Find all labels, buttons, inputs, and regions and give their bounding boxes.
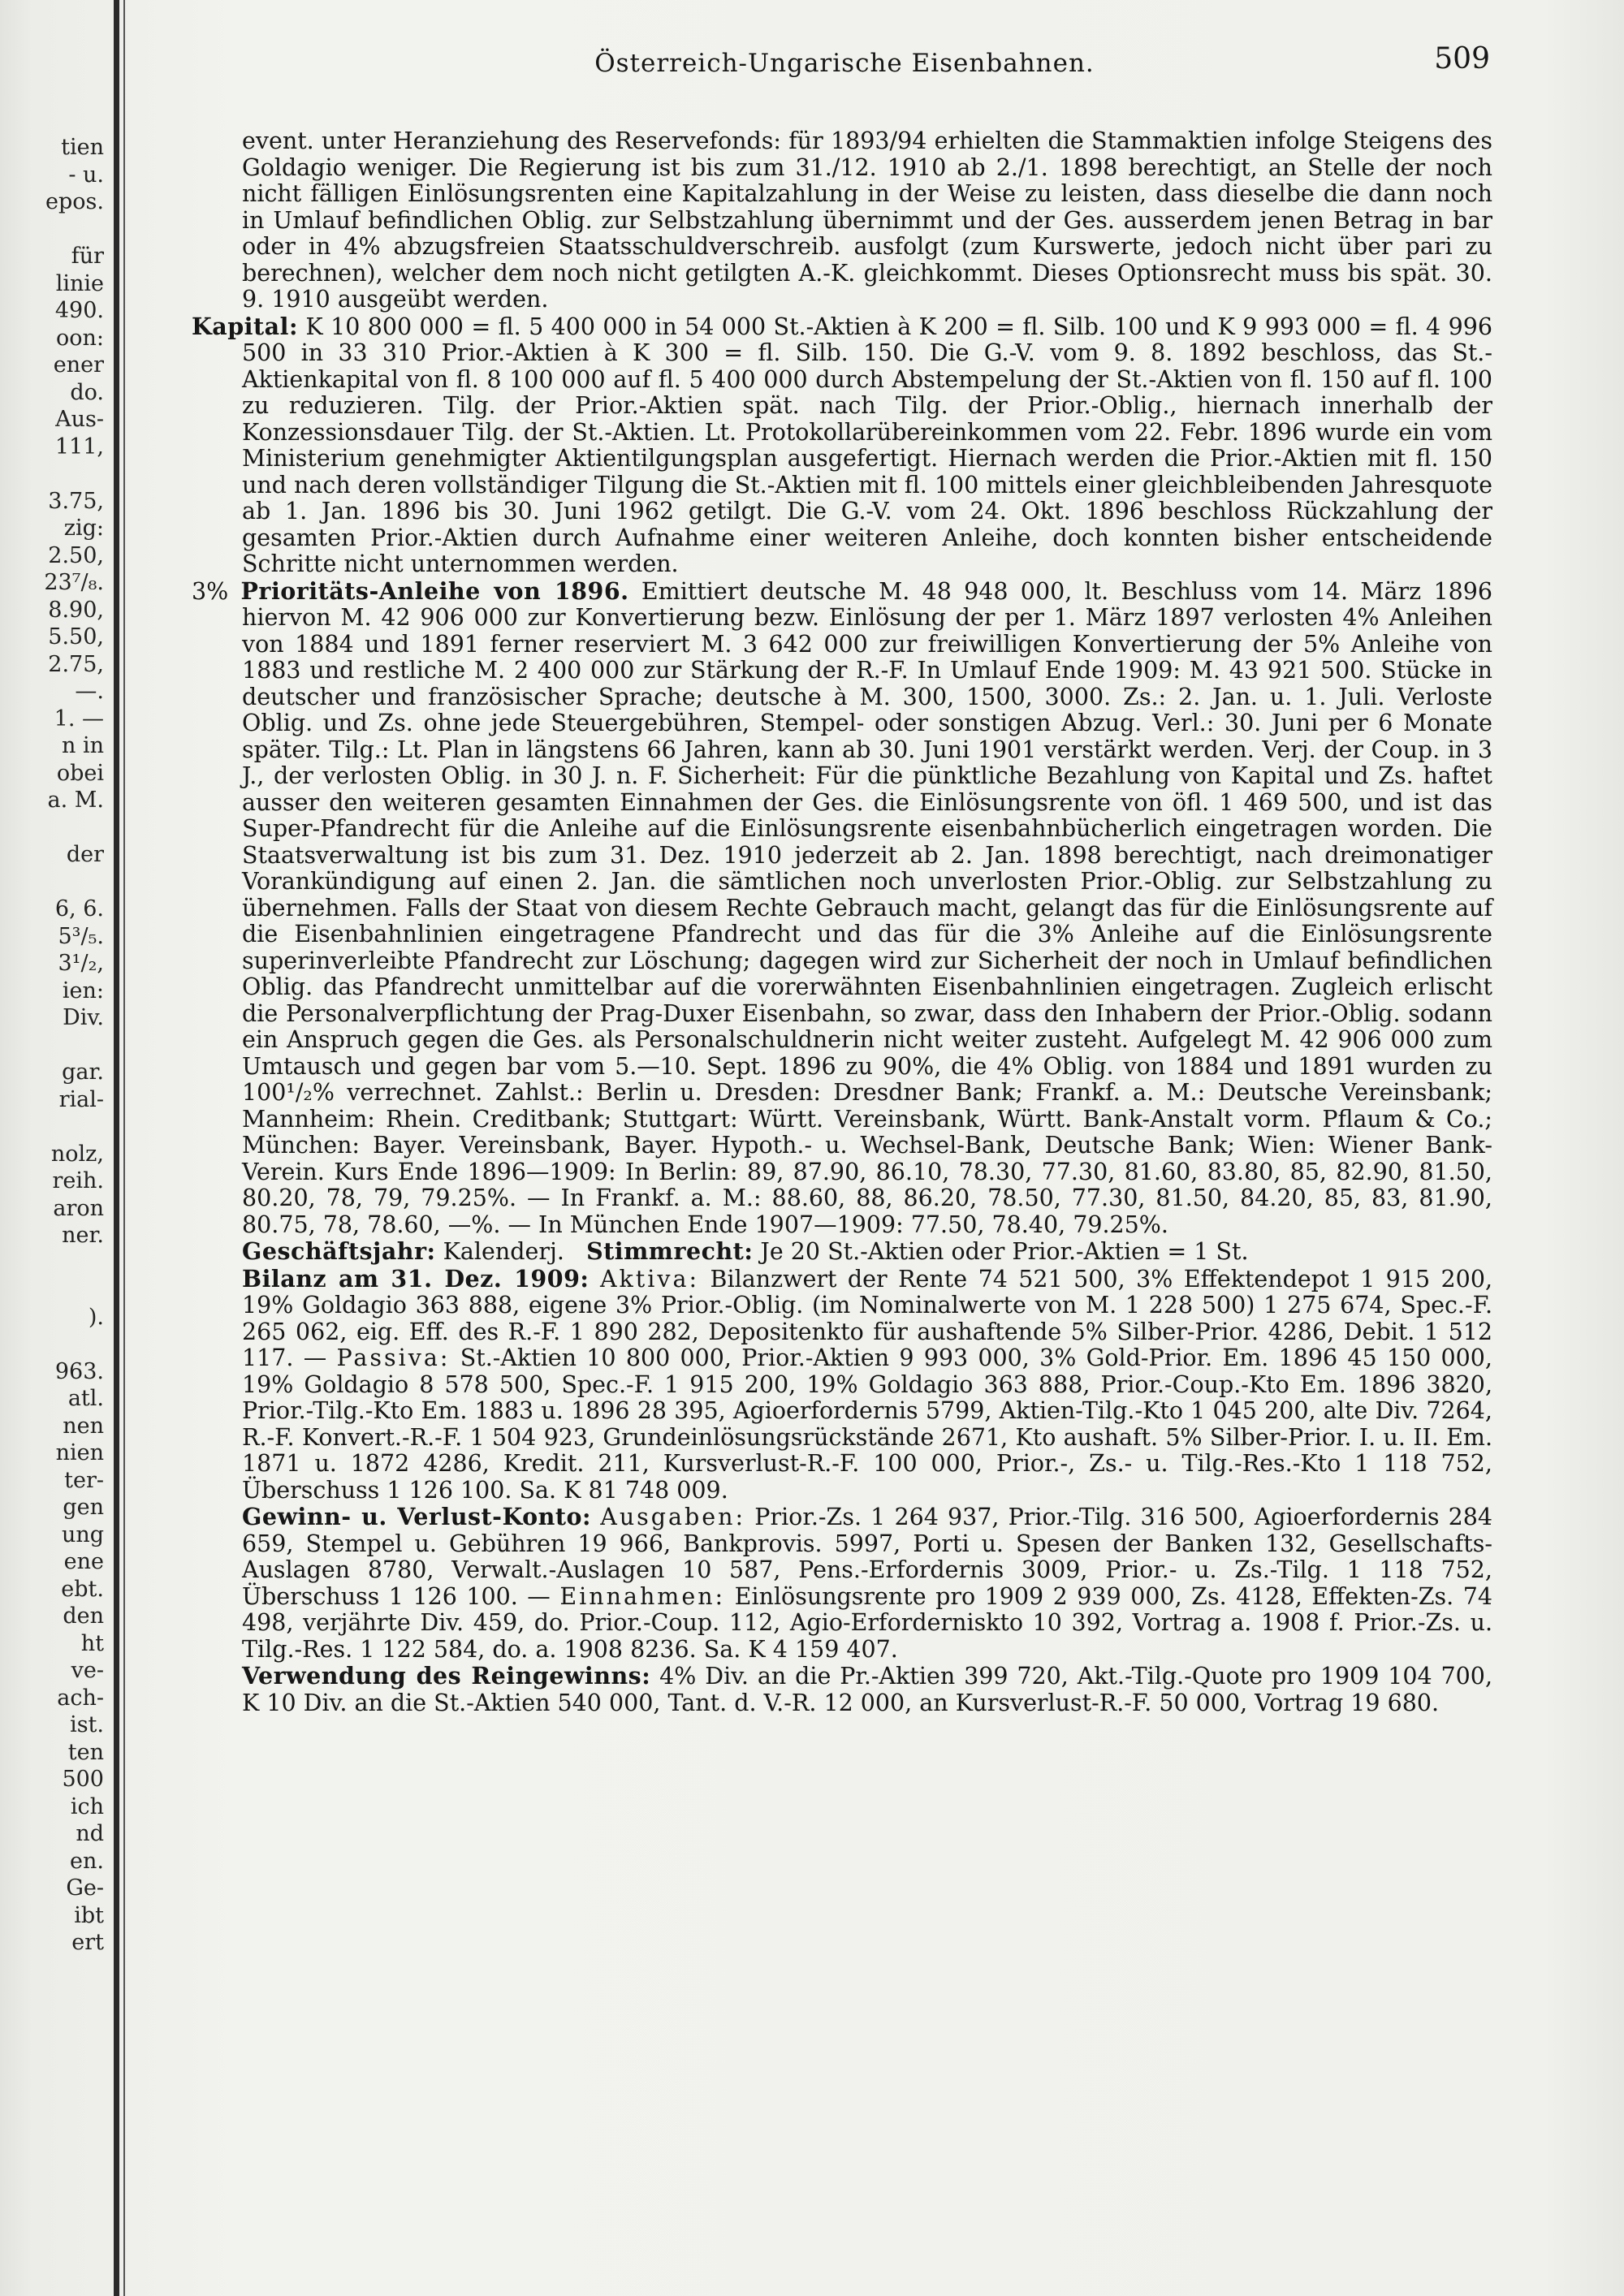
left-fragment-line: nd (76, 1821, 104, 1846)
left-fragment-line: ht (80, 1630, 104, 1656)
left-fragment-line: - u. (68, 162, 104, 188)
left-fragment-line: tien (61, 135, 104, 160)
left-fragment-line: zig: (63, 516, 104, 541)
left-fragment-line: Div. (63, 1005, 104, 1030)
left-fragment-line: ve- (71, 1658, 104, 1683)
left-fragment-line: 2.75, (48, 651, 104, 677)
left-fragment-line: a. M. (47, 788, 104, 813)
left-fragment-line: 111, (54, 434, 104, 460)
left-fragment-line: do. (70, 379, 104, 405)
left-fragment-line (0, 1331, 104, 1358)
left-fragment-line (0, 1276, 104, 1304)
binding-gutter (114, 0, 119, 2296)
left-fragment-line: ien: (62, 978, 104, 1003)
kapital-heading: Kapital: (192, 312, 298, 340)
left-fragment-line: Ge- (66, 1875, 104, 1901)
aktiva-label: Aktiva: (599, 1265, 700, 1293)
left-fragment-line: atl. (67, 1386, 104, 1411)
verwendung-text: 4% Div. an die Pr.-Aktien 399 720, Akt.-Tilg.-Quote pro 1909 104 700, K 10 Div. an die St.-Aktien 540 000, Tant. d. V.-R. 12 000, an Kursverlust-R.-F. 50 000, Vortrag 19 680. (242, 1663, 1493, 1716)
left-fragment-line: ener (53, 352, 104, 378)
bilanz-paragraph (192, 1266, 1492, 1504)
left-fragment-line: ter- (64, 1467, 104, 1493)
geschaeftsjahr-paragraph (192, 1238, 1492, 1266)
left-fragment-line: ert (71, 1930, 104, 1955)
aktiva-text: Bilanzwert der Rente 74 521 500, 3% Effektendepot 1 915 200, 19% Goldagio 363 888, eigene 3% Prior.-Oblig. (im Nominalwerte von M. 1 228 500) 1 275 674, Spec.-F. 265 062, eig. Eff. des R.-F. 1 890 282, Depositenkto für aushaftende 5% Silber-Prior. 4286, Debit. 1 512 117. — (242, 1265, 1493, 1371)
left-fragment-line: ich (70, 1793, 104, 1819)
left-fragment-line: n in (62, 733, 104, 758)
left-fragment-line: aron (53, 1195, 104, 1221)
running-head: Österreich-Ungarische Eisenbahnen. (594, 49, 1095, 78)
bilanz-heading: Bilanz am 31. Dez. 1909: (242, 1264, 590, 1293)
left-fragment-line: ist. (70, 1712, 104, 1737)
left-fragment-line: 3.75, (48, 488, 104, 514)
intro-paragraph: event. unter Heranziehung des Reservefonds: für 1893/94 erhielten die Stammaktien infolge Steigens des Goldagio weniger. Die Regierung ist bis zum 31./12. 1910 ab 2./1. 1898 berechtigt, an Stelle der noch nicht fälligen Einlösungsrenten eine Kapitalzahlung in der Weise zu leisten, dass dieselbe die dann noch in Umlauf befindlichen Oblig. zur Selbstzahlung übernimmt und der Ges. ausserdem jenen Betrag in bar oder in 4% abzugsfreien Staatsschuldverschreib. ausfolgt (zum Kurswerte, jedoch nicht über pari zu berechnen), welcher dem noch nicht getilgten A.-K. gleichkommt. Dieses Optionsrecht muss bis spät. 30. 9. 1910 ausgeübt werden. (242, 127, 1492, 313)
passiva-text: St.-Aktien 10 800 000, Prior.-Aktien 9 993 000, 3% Gold-Prior. Em. 1896 45 150 000, 19% Goldagio 8 578 500, Spec.-F. 1 915 200, 19% Goldagio 363 888, Prior.-Coup.-Kto Em. 1896 3820, Prior.-Tilg.-Kto Em. 1883 u. 1896 28 395, Agioerfordernis 5799, Aktien-Tilg.-Kto 1 045 200, alte Div. 7264, R.-F. Konvert.-R.-F. 1 504 923, Grundeinlösungsrückstände 2671, Kto aushaft. 5% Silber-Prior. I. u. II. Em. 1871 u. 1872 4286, Kredit. 211, Kursverlust-R.-F. 100 000, Prior.-, Zs.- u. Tilg.-Res.-Kto 1 118 752, Überschuss 1 126 100. Sa. K 81 748 009. (242, 1344, 1492, 1504)
left-fragment-line: 3¹/₂, (58, 951, 104, 976)
left-fragment-line: epos. (45, 189, 104, 214)
left-fragment-line: ten (67, 1739, 104, 1765)
ausgaben-label: Ausgaben: (600, 1504, 746, 1530)
einnahmen-label: Einnahmen: (559, 1582, 726, 1610)
left-fragment-line: ung (61, 1521, 104, 1547)
left-fragment-line: Aus- (55, 407, 104, 432)
left-fragment-line: ebt. (61, 1576, 104, 1602)
einnahmen-text: Einlösungsrente pro 1909 2 939 000, Zs. 4128, Effekten-Zs. 74 498, verjährte Div. 459, do. Prior.-Coup. 112, Agio-Erforderniskto 10 392, Vortrag a. 1908 f. Prior.-Zs. u. Tilg.-Res. 1 122 584, do. a. 1908 8236. Sa. K 4 159 407. (242, 1582, 1493, 1663)
left-fragment-line: der (66, 842, 104, 867)
left-fragment-line (0, 460, 104, 488)
left-fragment-line: 6, 6. (54, 896, 104, 921)
left-fragment-line: ach- (57, 1685, 104, 1711)
left-fragment-line: 2.50, (48, 542, 104, 568)
left-fragment-line: ner. (62, 1223, 104, 1248)
left-fragment-line: linie (55, 270, 104, 296)
left-fragment-line (0, 869, 104, 896)
left-fragment-line (0, 1032, 104, 1060)
left-fragment-line (0, 1113, 104, 1141)
stimmrecht-heading: Stimmrecht: (586, 1237, 754, 1265)
binding-gutter-edge (123, 0, 125, 2296)
left-fragment-line: 8.90, (48, 597, 104, 623)
kapital-text: K 10 800 000 = fl. 5 400 000 in 54 000 St.-Aktien à K 200 = fl. Silb. 100 und K 9 993 000 = fl. 4 996 500 in 33 310 Prior.-Aktien à K 300 = fl. Silb. 150. Die G.-V. vom 9. 8. 1892 beschloss, das St.-Aktienkapital von fl. 8 100 000 auf fl. 5 400 000 durch Abstempelung der St.-Aktien von fl. 150 auf fl. 100 zu reduzieren. Tilg. der Prior.-Aktien spät. nach Tilg. der Prior.-Oblig., hiernach innerhalb der Konzessionsdauer Tilg. der St.-Aktien. Lt. Protokollarübereinkommen vom 22. Febr. 1896 wurde ein vom Ministerium genehmigter Aktientilgungsplan ausgefertigt. Hiernach werden die Prior.-Aktien mit fl. 150 und nach deren vollständiger Tilgung die St.-Aktien mit fl. 100 mittels einer gleichbleibenden Jahresquote ab 1. Jan. 1896 bis 30. Juni 1962 getilgt. Die G.-V. vom 24. Okt. 1896 beschloss Rückzahlung der gesamten Prior.-Aktien durch Aufnahme einer weiteren Anleihe, doch konnten bisher entscheidende Schritte nicht unternommen werden. (242, 313, 1492, 577)
left-fragment-line: —. (75, 679, 104, 704)
ausgaben-text: Prior.-Zs. 1 264 937, Prior.-Tilg. 316 500, Agioerfordernis 284 659, Stempel u. Gebühren 19 966, Bankprovis. 5997, Porti u. Spesen der Banken 132, Gesellschafts-Auslagen 8780, Verwalt.-Auslagen 10 587, Pens.-Erfordernis 3009, Prior.- u. Zs.-Tilg. 1 118 752, Überschuss 1 126 100. — (242, 1504, 1492, 1610)
left-fragment-line: ). (88, 1304, 104, 1330)
anleihe-prefix: 3% (192, 577, 229, 605)
left-fragment-line: den (63, 1603, 104, 1629)
verwendung-heading: Verwendung des Reingewinns: (242, 1662, 651, 1690)
left-fragment-line: oon: (56, 325, 104, 351)
left-fragment-line: 5³/₅. (58, 923, 104, 949)
left-fragment-line: 1. — (54, 706, 104, 732)
left-fragment-line (0, 1249, 104, 1277)
left-fragment-line (0, 216, 104, 244)
left-fragment-line: 23⁷/₈. (44, 570, 104, 595)
geschaeftsjahr-heading: Geschäftsjahr: (242, 1237, 436, 1265)
anleihe-text: Emittiert deutsche M. 48 948 000, lt. Beschluss vom 14. März 1896 hiervon M. 42 906 000 zur Konvertierung bezw. Einlösung der per 1. März 1897 verlosten 4% Anleihen von 1884 und 1891 ferner reserviert M. 3 642 000 zur freiwilligen Konvertierung der 5% Anleihe von 1883 und restliche M. 2 400 000 zur Stärkung der R.-F. In Umlauf Ende 1909: M. 43 921 500. Stücke in deutscher und französischer Sprache; deutsche à M. 300, 1500, 3000. Zs.: 2. Jan. u. 1. Juli. Verloste Oblig. und Zs. ohne jede Steuergebühren, Stempel- oder sonstigen Abzug. Verl.: 30. Juni per 6 Monate später. Tilg.: Lt. Plan in längstens 66 Jahren, kann ab 30. Juni 1901 verstärkt werden. Verj. der Coup. in 3 J., der verlosten Oblig. in 30 J. n. F. Sicherheit: Für die pünktliche Bezahlung von Kapital und Zs. haftet ausser den weiteren gesamten Einnahmen der Ges. die Einlösungsrente von öfl. 1 469 500, und ist das Super-Pfandrecht für die Anleihe auf die Einlösungsrente eisenbahnbücherlich eingetragen worden. Die Staatsverwaltung ist bis zum 31. Dez. 1910 jederzeit ab 2. Jan. 1898 berechtigt, nach dreimonatiger Vorankündigung auf einen 2. Jan. die sämtlichen noch unverlosten Prior.-Oblig. zur Selbstzahlung zu übernehmen. Falls der Staat von diesem Rechte Gebrauch macht, gelangt das für die Einlösungsrente auf die Eisenbahnlinien eingetragene Pfandrecht und das für die 3% Anleihe auf die Einlösungsrente superinverleibte Pfandrecht zur Löschung; dagegen wird zur Sicherheit der noch in Umlauf befindlichen Oblig. das Pfandrecht unmittelbar auf die vorerwähnten Eisenbahnlinien eingetragen. Zugleich erlischt die Personalverpflichtung der Prag-Duxer Eisenbahn, so zwar, dass den Inhabern der Prior.-Oblig. sodann ein Anspruch gegen die Ges. als Personalschuldnerin nicht weiter zusteht. Aufgelegt M. 42 906 000 zum Umtausch und gegen bar vom 5.—10. Sept. 1896 zu 90%, die 4% Oblig. von 1884 und 1891 wurden zu 100¹/₂% verrechnet. Zahlst.: Berlin u. Dresden: Dresdner Bank; Frankf. a. M.: Deutsche Vereinsbank; Mannheim: Rhein. Creditbank; Stuttgart: Württ. Vereinsbank, Württ. Bank-Anstalt vorm. Pflaum & Co.; München: Bayer. Vereinsbank, Bayer. Hypoth.- u. Wechsel-Bank, Deutsche Bank; Wien: Wiener Bank-Verein. Kurs Ende 1896—1909: In Berlin: 89, 87.90, 86.10, 78.30, 77.30, 81.60, 83.80, 85, 82.90, 81.50, 80.20, 78, 79, 79.25%. — In Frankf. a. M.: 88.60, 88, 86.20, 78.50, 77.30, 81.50, 84.20, 85, 83, 81.90, 80.75, 78, 78.60, —%. — In München Ende 1907—1909: 77.50, 78.40, 79.25%. (242, 577, 1492, 1238)
left-fragment-line: 963. (54, 1358, 104, 1384)
anleihe-heading: Prioritäts-Anleihe von 1896. (240, 576, 629, 605)
left-fragment-line: reih. (52, 1168, 104, 1193)
geschaeftsjahr-text: Kalenderj. (443, 1238, 564, 1265)
stimmrecht-text: Je 20 St.-Aktien oder Prior.-Aktien = 1 St. (760, 1238, 1249, 1265)
left-fragment-line: ene (63, 1549, 104, 1574)
passiva-label: Passiva: (336, 1344, 451, 1371)
left-fragment-line: en. (70, 1848, 104, 1874)
left-fragment-line: 500 (62, 1767, 104, 1792)
left-fragment-line: für (71, 244, 104, 269)
left-fragment-line: 490. (54, 298, 104, 323)
main-text-block (192, 128, 1492, 1716)
left-fragment-line: gen (63, 1495, 104, 1520)
left-fragment-line (0, 814, 104, 842)
kapital-paragraph (192, 313, 1492, 578)
left-fragment-line: nen (63, 1413, 104, 1439)
page-number: 509 (1434, 42, 1490, 76)
left-fragment-line: nien (55, 1440, 104, 1465)
left-fragment-line: obei (56, 760, 104, 786)
verwendung-paragraph (192, 1663, 1492, 1716)
left-fragment-line: 5.50, (48, 624, 104, 650)
gewinn-paragraph (192, 1504, 1492, 1663)
left-fragment-line: nolz, (50, 1141, 104, 1167)
left-fragment-line: rial- (58, 1086, 104, 1112)
left-fragment-line: gar. (62, 1060, 104, 1085)
left-column-fragments (0, 134, 104, 1957)
anleihe-paragraph (192, 578, 1492, 1239)
left-fragment-line: ibt (74, 1902, 104, 1928)
gewinn-heading: Gewinn- u. Verlust-Konto: (242, 1503, 592, 1530)
